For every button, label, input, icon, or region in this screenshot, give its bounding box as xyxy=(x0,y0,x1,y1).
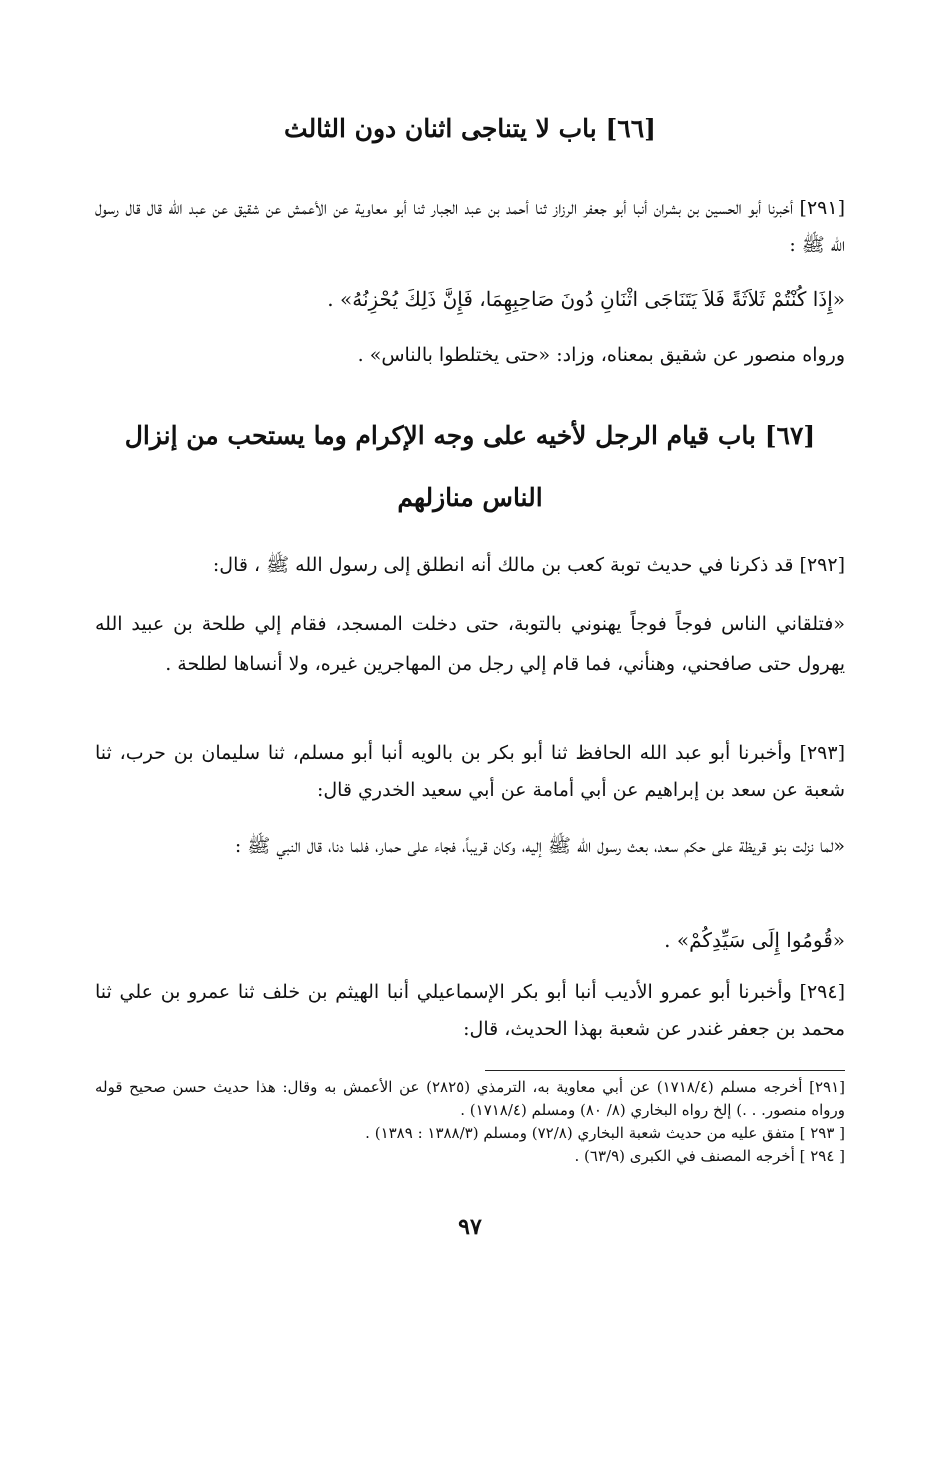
hadith-293-quote: «قُومُوا إِلَى سَيِّدِكُمْ» . xyxy=(664,928,845,952)
hadith-293-isnad: [٢٩٣] وأخبرنا أبو عبد الله الحافظ ثنا أبو بكر بن بالويه أنبا أبو مسلم، ثنا سليمان بن حرب، ثنا شعبة عن سعد بن إبراهيم عن أبي أمامة عن أبي سعيد الخدري قال: xyxy=(95,742,845,801)
hadith-291-matn: «إِذَا كُنْتُمْ ثَلاَثَةً فَلاَ يَتَنَاجَى اثْنَانِ دُونَ صَاحِبِهِمَا، فَإِنَّ ذَلِكَ يُحْزِنُهُ» . xyxy=(327,287,845,311)
page-number: ٩٧ xyxy=(458,1214,482,1240)
footnotes xyxy=(95,1076,845,1168)
chapter-heading-67: [٦٧] باب قيام الرجل لأخيه على وجه الإكرام وما يستحب من إنزال الناس منازلهم xyxy=(124,421,816,512)
footnote-291: [٢٩١] أخرجه مسلم (١٧١٨/٤) عن أبي معاوية به، الترمذي (٢٨٢٥) عن الأعمش به وقال: هذا حديث حسن صحيح قوله ورواه منصور. . .) إلخ رواه البخاري (٨/ ٨٠) ومسلم (١٧١٨/٤) . xyxy=(95,1078,846,1119)
hadith-291-isnad: [٢٩١] أخبرنا أبو الحسين بن بشران أنبا أبو جعفر الرزاز ثنا أحمد بن عبد الجبار ثنا أبو معاوية عن الأعمش عن شقيق عن عبد الله قال قال رسول الله ﷺ : xyxy=(95,197,845,256)
chapter-heading-66: [٦٦] باب لا يتناجى اثنان دون الثالث xyxy=(284,114,656,143)
hadith-293-matn: «لما نزلت بنو قريظة على حكم سعد، بعث رسول الله ﷺ إليه، وكان قريباً، فجاء على حمار، فلما دنا، قال النبي ﷺ : xyxy=(234,835,845,857)
hadith-291-riwaya: ورواه منصور عن شقيق بمعناه، وزاد: «حتى يختلطوا بالناس» . xyxy=(357,344,845,366)
hadith-292-matn: «فتلقاني الناس فوجاً فوجاً يهنوني بالتوبة، حتى دخلت المسجد، فقام إلي طلحة بن عبيد الله يهرول حتى صافحني، وهنأني، فما قام إلي رجل من المهاجرين غيره، ولا أنساها لطلحة . xyxy=(95,613,845,675)
book-page xyxy=(95,0,845,1469)
footnote-293: [ ٢٩٣ ] متفق عليه من حديث شعبة البخاري (٧٢/٨) ومسلم (١٣٨٨/٣ : ١٣٨٩) . xyxy=(365,1124,845,1142)
footnote-divider xyxy=(485,1070,845,1071)
hadith-292-isnad: [٢٩٢] قد ذكرنا في حديث توبة كعب بن مالك أنه انطلق إلى رسول الله ﷺ ، قال: xyxy=(212,554,845,576)
hadith-294-isnad: [٢٩٤] وأخبرنا أبو عمرو الأديب أنبا أبو بكر الإسماعيلي أنبا الهيثم بن خلف ثنا عمرو بن علي ثنا محمد بن جعفر غندر عن شعبة بهذا الحديث، قال: xyxy=(95,981,845,1040)
footnote-294: [ ٢٩٤ ] أخرجه المصنف في الكبرى (٦٣/٩) . xyxy=(574,1147,845,1165)
